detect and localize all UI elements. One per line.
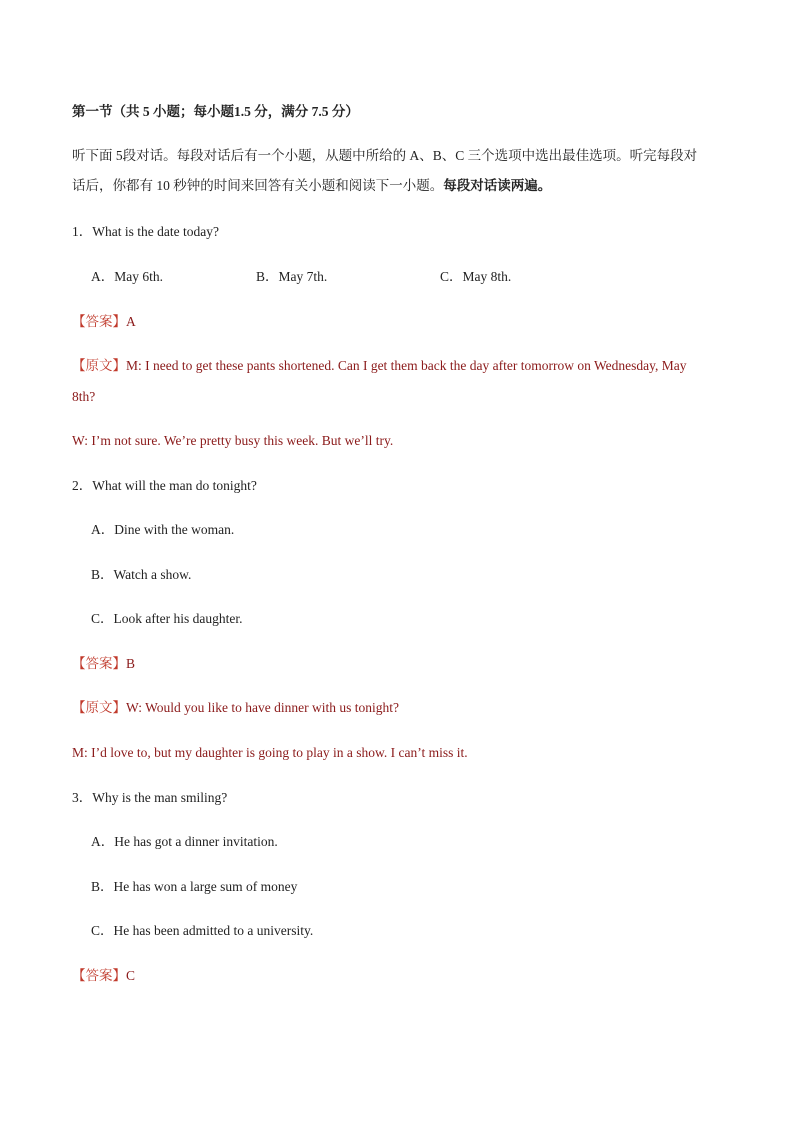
question-3-stem: 3．Why is the man smiling?: [72, 790, 228, 805]
question-2-option-a: A．Dine with the woman.: [91, 522, 235, 537]
question-2-stem: 2．What will the man do tonight?: [72, 478, 257, 493]
question-3-option-c: C．He has been admitted to a university.: [91, 923, 314, 938]
question-1-original-line-1: [72, 357, 687, 375]
section-header: 第一节（共 5 小题；每小题1.5 分，满分 7.5 分）: [72, 104, 359, 119]
question-1-option-b: B．May 7th.: [256, 269, 328, 284]
question-3-answer: [72, 967, 135, 985]
question-1-original-line-2: 8th?: [72, 389, 96, 404]
answer-value: B: [126, 656, 136, 671]
question-3-option-a: A．He has got a dinner invitation.: [91, 834, 278, 849]
answer-label: 【答案】: [72, 656, 126, 671]
question-2-original-line-2: M: I’d love to, but my daughter is going to play in a show. I can’t miss it.: [72, 745, 468, 760]
question-2-option-c: C．Look after his daughter.: [91, 611, 243, 626]
instructions-emphasis: 每段对话读两遍。: [443, 178, 552, 193]
original-text: W: Would you like to have dinner with us tonight?: [126, 700, 399, 715]
question-2-answer: [72, 655, 135, 673]
answer-value: C: [126, 968, 136, 983]
original-text: M: I need to get these pants shortened. Can I get them back the day after tomorrow on Wednesday, May: [126, 358, 687, 373]
question-3-option-b: B．He has won a large sum of money: [91, 879, 298, 894]
question-1-answer: [72, 313, 136, 331]
answer-label: 【答案】: [72, 314, 126, 329]
question-1-original-line-3: W: I’m not sure. We’re pretty busy this week. But we’ll try.: [72, 433, 394, 448]
question-1-option-a: A．May 6th.: [91, 269, 163, 284]
question-2-option-b: B．Watch a show.: [91, 567, 192, 582]
answer-label: 【答案】: [72, 968, 126, 983]
original-label: 【原文】: [72, 358, 126, 373]
instructions-line-2: [72, 177, 551, 195]
question-2-original-line-1: [72, 699, 399, 717]
question-1-stem: 1．What is the date today?: [72, 224, 219, 239]
question-1-option-c: C．May 8th.: [440, 269, 512, 284]
answer-value: A: [126, 314, 136, 329]
original-label: 【原文】: [72, 700, 126, 715]
instructions-text: 话后，你都有 10 秒钟的时间来回答有关小题和阅读下一小题。: [72, 178, 444, 193]
instructions-line-1: 听下面 5段对话。每段对话后有一个小题，从题中所给的 A、B、C 三个选项中选出最佳选项。听完每段对: [72, 148, 698, 163]
